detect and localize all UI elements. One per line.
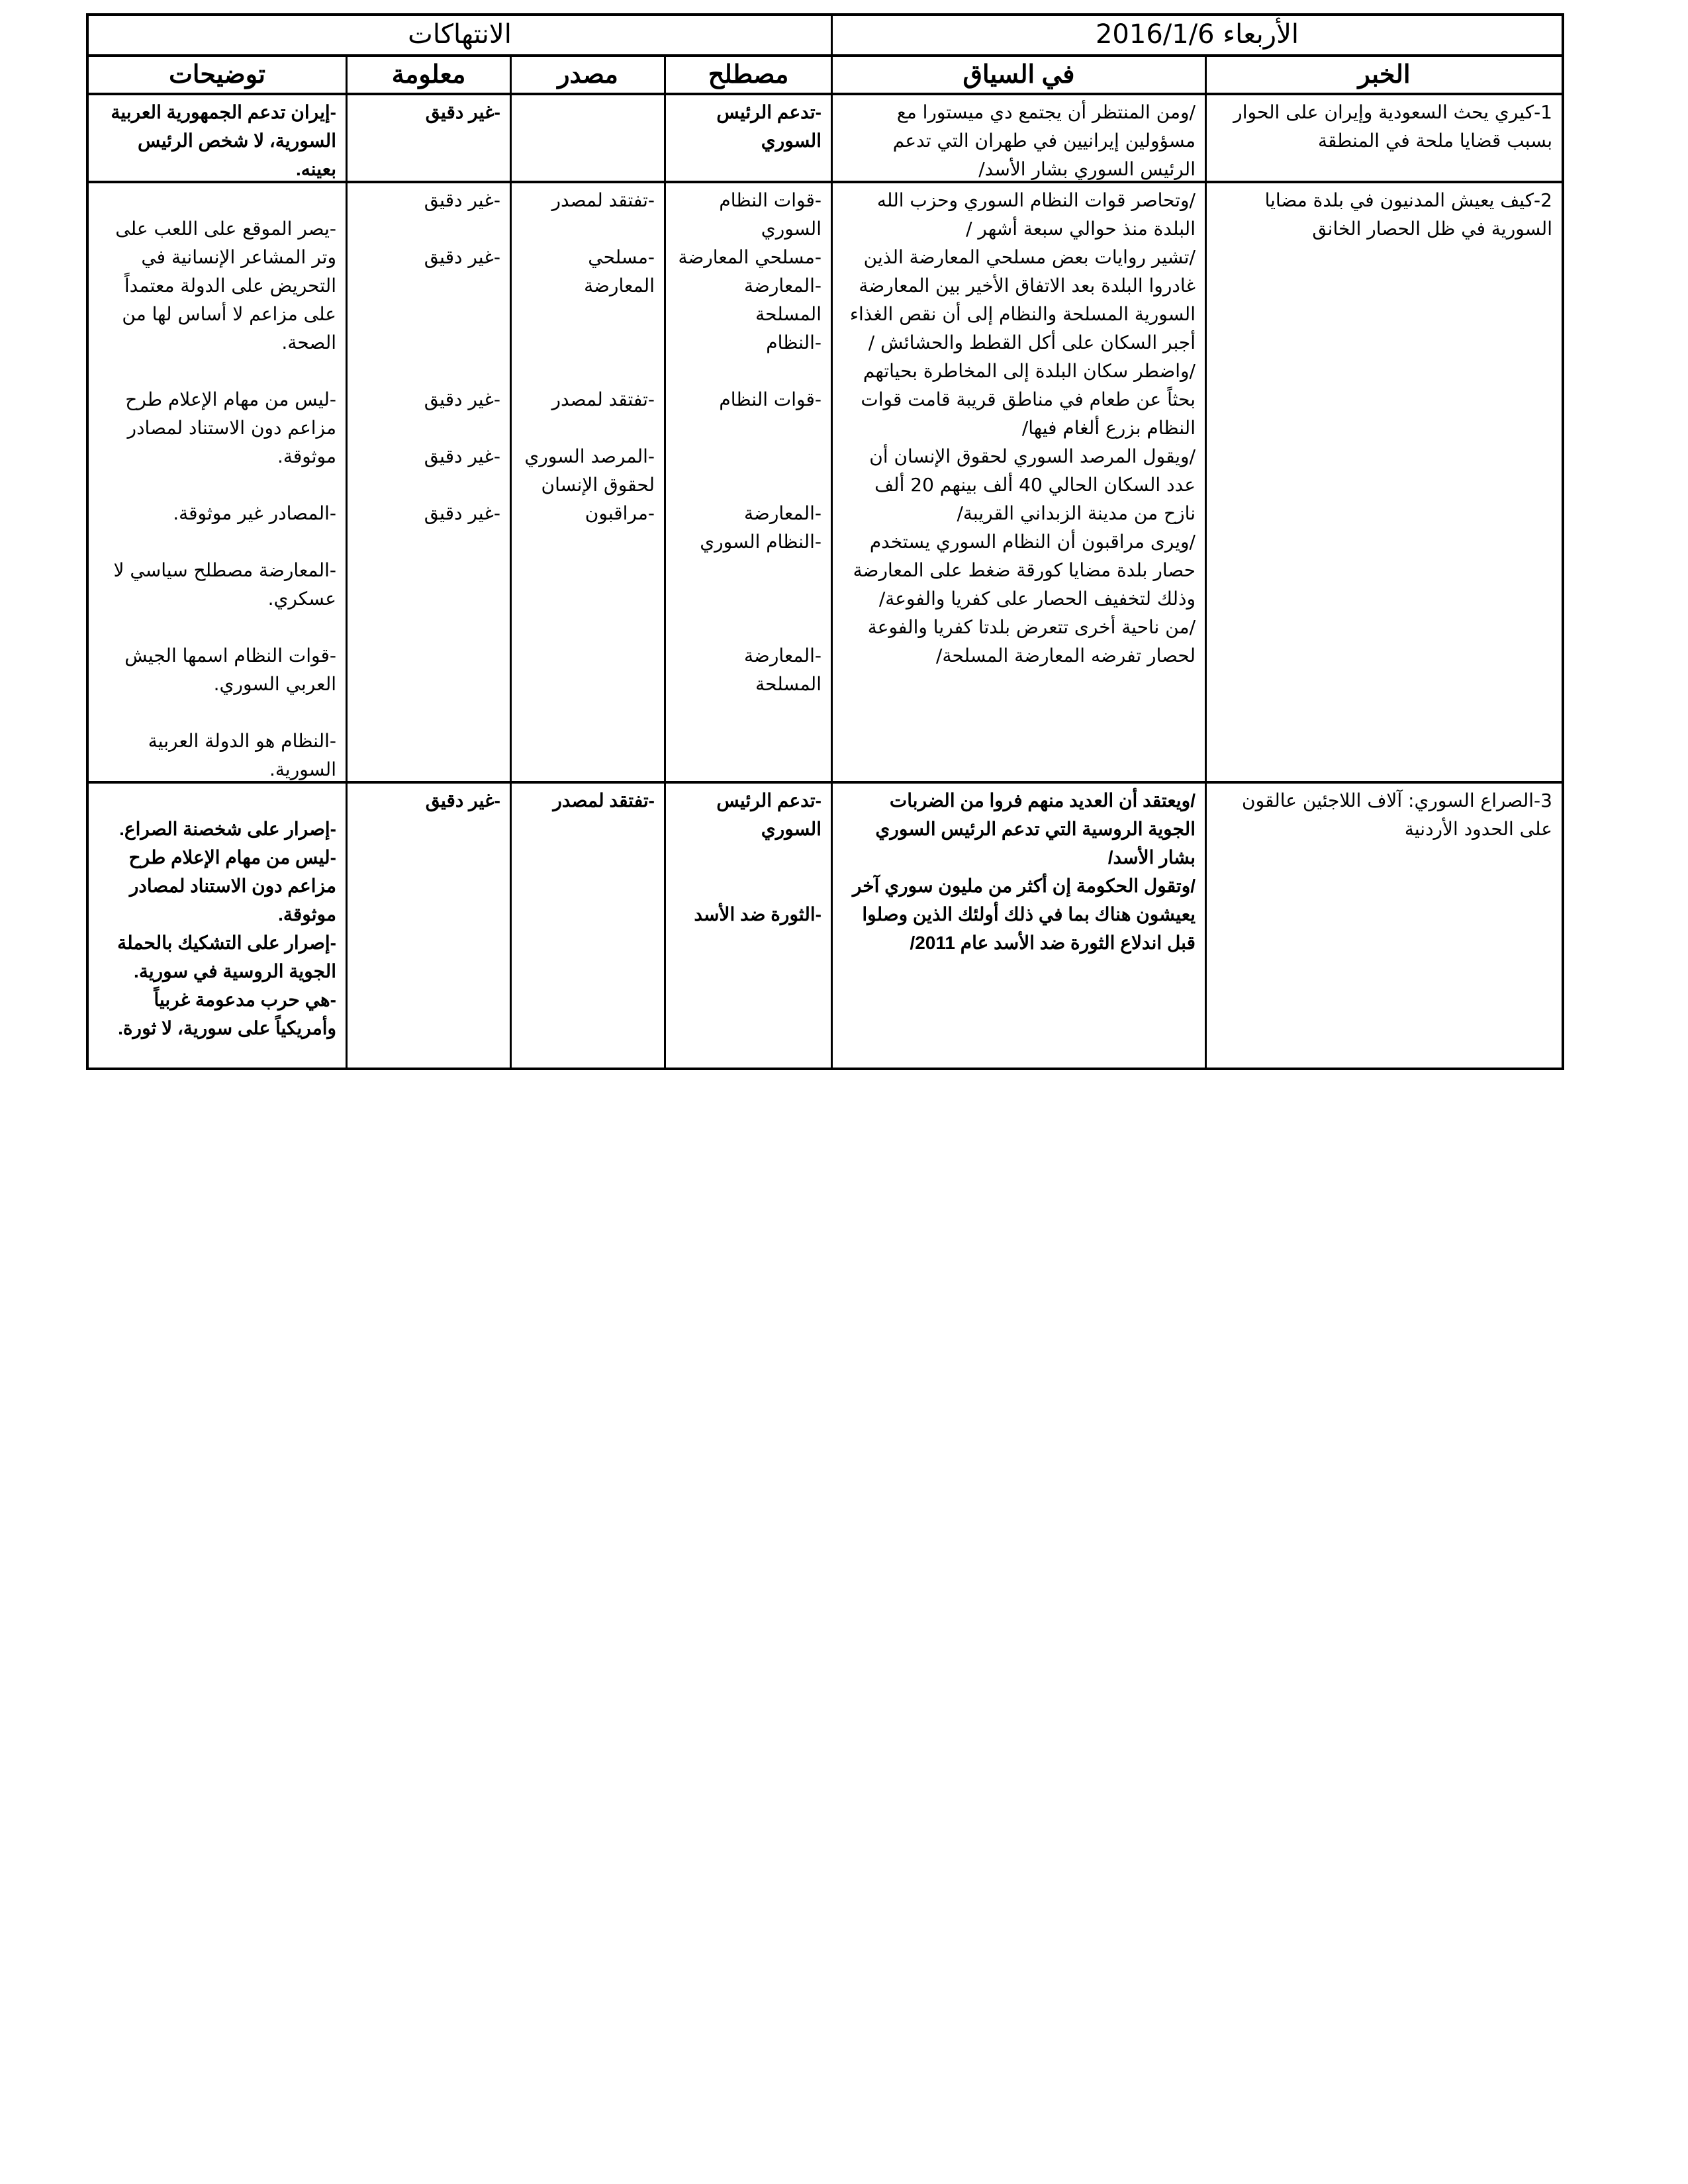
info-text: -غير دقيق [424, 445, 500, 467]
notes-text: -ليس من مهام الإعلام طرح مزاعم دون الاستناد لمصادر موثوقة. [128, 847, 336, 925]
notes-text: -إيران تدعم الجمهورية العربية السورية، لا شخص الرئيس بعينه. [111, 102, 336, 179]
row3-notes [89, 784, 346, 1068]
row1-source [512, 95, 664, 181]
source-text: -مسلحي المعارضة [584, 246, 655, 296]
term-text: -قوات النظام السوري [719, 189, 821, 240]
info-text: -غير دقيق [425, 790, 500, 811]
news-text: 3-الصراع السوري: آلاف اللاجئين عالقون على الحدود الأردنية [1242, 790, 1552, 840]
context-text: /وتقول الحكومة إن أكثر من مليون سوري آخر يعيشون هناك بما في ذلك أولئك الذين وصلوا قبل اندلاع الثورة ضد الأسد عام 2011/ [852, 876, 1196, 953]
notes-text: -المصادر غير موثوقة. [173, 502, 336, 524]
notes-text: -ليس من مهام الإعلام طرح مزاعم دون الاستناد لمصادر موثوقة. [125, 388, 336, 467]
col-header-term: مصطلح [708, 61, 789, 89]
analysis-table [86, 13, 1564, 1070]
row3-news [1207, 784, 1562, 1068]
term-text: -المعارضة المسلحة [744, 645, 821, 695]
notes-text: -قوات النظام اسمها الجيش العربي السوري. [124, 645, 336, 695]
col-header-info: معلومة [391, 61, 466, 89]
term-text: -النظام السوري [700, 531, 821, 553]
notes-text: -يصر الموقع على اللعب على وتر المشاعر الإنسانية في التحريض على الدولة معتمداً على مزاعم لا أساس لها من الصحة. [115, 218, 336, 353]
context-text: /وتحاصر قوات النظام السوري وحزب الله البلدة منذ حوالي سبعة أشهر / [876, 189, 1196, 240]
col-header-notes: توضيحات [169, 61, 265, 89]
notes-text: -هي حرب مدعومة غربياً وأمريكياً على سورية، لا ثورة. [118, 989, 336, 1038]
info-text: -غير دقيق [424, 189, 500, 211]
term-text: -قوات النظام [719, 388, 821, 410]
source-text: -تفتقد لمصدر [553, 790, 655, 811]
row2-news [1207, 183, 1562, 781]
col-header-source: مصدر [557, 61, 618, 89]
notes-text: -النظام هو الدولة العربية السورية. [148, 730, 336, 780]
row1-notes [89, 95, 346, 181]
source-text: -المرصد السوري لحقوق الإنسان [524, 445, 655, 496]
source-text: -مراقبون [585, 502, 655, 524]
term-text: -تدعم الرئيس السوري [716, 790, 821, 839]
context-text: /واضطر سكان البلدة إلى المخاطرة بحياتهم بحثاً عن طعام في مناطق قريبة قامت قوات النظام بزرع ألغام فيها/ [861, 360, 1196, 439]
info-text: -غير دقيق [424, 246, 500, 268]
row3-info [348, 784, 510, 1068]
context-text: /من ناحية أخرى تتعرض بلدتا كفريا والفوعة لحصار تفرضه المعارضة المسلحة/ [867, 616, 1196, 666]
term-text: -النظام [766, 332, 821, 353]
news-text: 1-كيري يحث السعودية وإيران على الحوار بسبب قضايا ملحة في المنطقة [1233, 101, 1552, 152]
term-text: -تدعم الرئيس السوري [716, 102, 821, 151]
row2-info [348, 183, 510, 781]
context-text: /ويقول المرصد السوري لحقوق الإنسان أن عدد السكان الحالي 40 ألف بينهم 20 ألف نازح من مدينة الزبداني القريبة/ [869, 445, 1196, 524]
row1-term [666, 95, 831, 181]
term-text: -المعارضة المسلحة [744, 275, 821, 325]
row3-source [512, 784, 664, 1068]
source-text: -تفتقد لمصدر [551, 388, 655, 410]
notes-text: -إصرار على التشكيك بالحملة الجوية الروسية في سورية. [117, 933, 336, 981]
notes-text: -إصرار على شخصنة الصراع. [119, 819, 336, 839]
info-text: -غير دقيق [424, 502, 500, 524]
violations-title: الانتهاكات [408, 19, 512, 50]
row3-context [833, 784, 1205, 1068]
source-text: -تفتقد لمصدر [551, 189, 655, 211]
info-text: -غير دقيق [425, 102, 500, 122]
context-text: /ويعتقد أن العديد منهم فروا من الضربات الجوية الروسية التي تدعم الرئيس السوري بشار الأسد/ [875, 790, 1196, 868]
row2-source [512, 183, 664, 781]
notes-text: -المعارضة مصطلح سياسي لا عسكري. [113, 559, 336, 610]
date-title: الأربعاء 2016/1/6 [1095, 19, 1299, 50]
row1-info [348, 95, 510, 181]
context-text: /ويرى مراقبون أن النظام السوري يستخدم حصار بلدة مضايا كورقة ضغط على المعارضة وذلك لتخفيف الحصار على كفريا والفوعة/ [853, 531, 1196, 610]
context-text: /تشير روايات بعض مسلحي المعارضة الذين غادروا البلدة بعد الاتفاق الأخير بين المعارضة السورية المسلحة والنظام إلى أن نقص الغذاء أجبر السكان على أكل القطط والحشائش / [849, 246, 1196, 353]
col-header-context: في السياق [962, 61, 1075, 89]
col-header-news: الخبر [1358, 61, 1411, 89]
news-text: 2-كيف يعيش المدنيون في بلدة مضايا السورية في ظل الحصار الخانق [1264, 189, 1552, 240]
info-text: -غير دقيق [424, 388, 500, 410]
row2-notes [89, 183, 346, 781]
row1-news [1207, 95, 1562, 181]
row2-context [833, 183, 1205, 781]
context-text: /ومن المنتظر أن يجتمع دي ميستورا مع مسؤولين إيرانيين في طهران التي تدعم الرئيس السوري بشار الأسد/ [892, 101, 1196, 180]
row2-term [666, 183, 831, 781]
row3-term [666, 784, 831, 1068]
term-text: -مسلحي المعارضة [678, 246, 821, 268]
term-text: -الثورة ضد الأسد [694, 904, 821, 925]
term-text: -المعارضة [744, 502, 821, 524]
row1-context [833, 95, 1205, 181]
